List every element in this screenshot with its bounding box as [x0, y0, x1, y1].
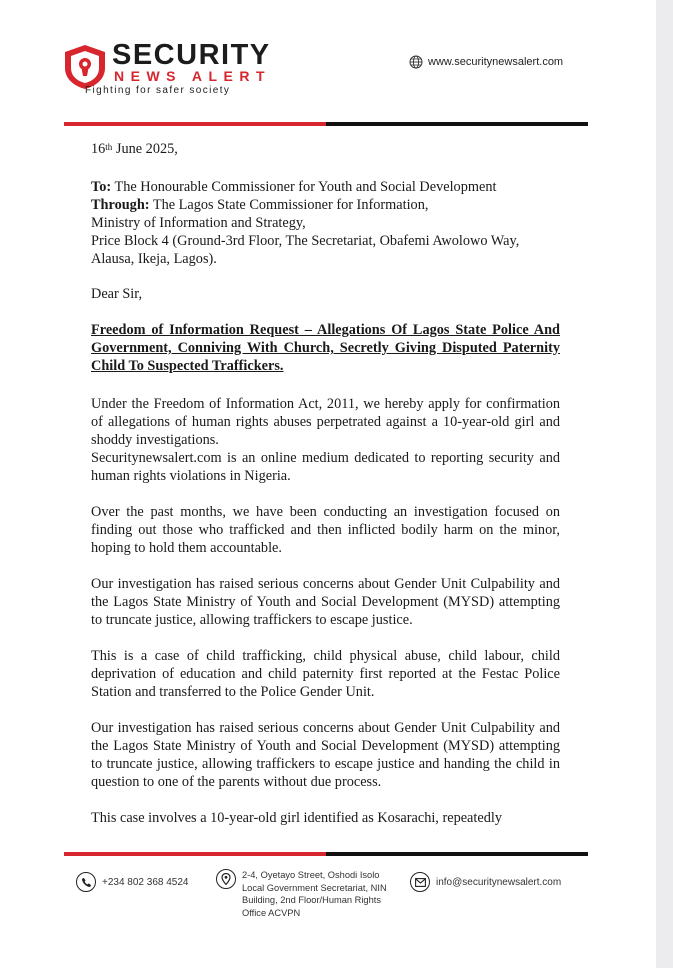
brand-primary: SECURITY [112, 39, 271, 71]
brand-tagline: Fighting for safer society [85, 85, 231, 96]
globe-icon [409, 55, 423, 69]
email-icon [410, 872, 430, 892]
location-pin-icon [216, 869, 236, 889]
website-link[interactable] [409, 55, 563, 69]
footer [64, 868, 588, 928]
header-divider [64, 122, 588, 126]
website-text: www.securitynewsalert.com [428, 56, 564, 68]
salutation: Dear Sir, [91, 286, 143, 302]
recipient-block [91, 178, 560, 268]
footer-phone[interactable] [76, 872, 188, 892]
footer-divider [64, 852, 588, 856]
letter-body [91, 140, 560, 827]
paragraph: This is a case of child trafficking, child physical abuse, child labour, child deprivation of education and child paternity first reported at the Festac Police Station and transferred to the Police Gender Unit. [91, 648, 560, 700]
paragraph: Over the past months, we have been conducting an investigation focused on finding out those who trafficked and then inflicted bodily harm on the minor, hoping to hold them accountable. [91, 504, 560, 556]
address-line: Ministry of Information and Strategy, [91, 215, 306, 231]
letter-date: 16th June 2025, [91, 141, 178, 157]
address-line: Price Block 4 (Ground-3rd Floor, The Secretariat, Obafemi Awolowo Way, [91, 233, 520, 249]
paragraph: Securitynewsalert.com is an online medium dedicated to reporting security and human rights violations in Nigeria. [91, 450, 560, 484]
paragraph: Under the Freedom of Information Act, 2011, we hereby apply for confirmation of allegations of human rights abuses perpetrated against a 10-year-old girl and shoddy investigations. [91, 396, 560, 448]
to-line: To: The Honourable Commissioner for Youth and Social Development [91, 179, 497, 195]
phone-icon [76, 872, 96, 892]
paragraph: This case involves a 10-year-old girl identified as Kosarachi, repeatedly [91, 810, 502, 826]
paragraph: Our investigation has raised serious concerns about Gender Unit Culpability and the Lagos State Ministry of Youth and Social Development (MYSD) attempting to truncate justice, allowing traffickers to escape justice and handing the child in question to one of the parents without due process. [91, 720, 560, 790]
footer-email[interactable] [410, 872, 561, 892]
shield-logo-icon [63, 44, 107, 90]
brand-secondary: NEWS ALERT [114, 68, 272, 84]
phone-text: +234 802 368 4524 [102, 876, 189, 888]
through-line: Through: The Lagos State Commissioner for Information, [91, 197, 429, 213]
footer-address [216, 869, 398, 919]
subject-heading: Freedom of Information Request – Allegations Of Lagos State Police And Government, Conniving With Church, Secretly Giving Disputed Paternity Child To Suspected Traffickers. [91, 322, 560, 374]
address-text: 2-4, Oyetayo Street, Oshodi Isolo Local Government Secretariat, NIN Building, 2nd Floor/Human Rights Office ACVPN [242, 870, 387, 918]
paragraph: Our investigation has raised serious concerns about Gender Unit Culpability and the Lagos State Ministry of Youth and Social Development (MYSD) attempting to truncate justice, allowing traffickers to escape justice. [91, 576, 560, 628]
email-text: info@securitynewsalert.com [436, 876, 562, 888]
viewer-background [656, 0, 673, 968]
address-line: Alausa, Ikeja, Lagos). [91, 251, 217, 267]
brand-logo [63, 40, 303, 102]
